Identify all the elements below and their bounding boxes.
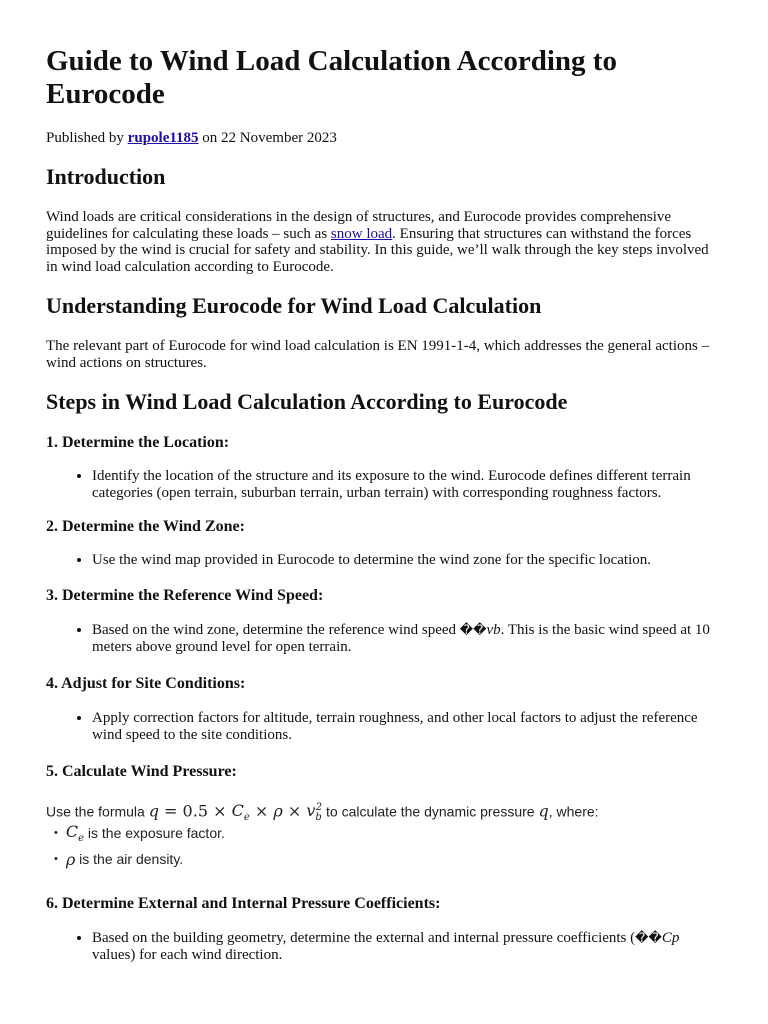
byline-prefix: Published by	[46, 130, 124, 146]
step-6-text-b: values) for each wind direction.	[92, 947, 283, 963]
step-3-bullet	[92, 622, 722, 656]
replacement-char: ��	[459, 623, 487, 638]
formula-bullet-2: is the air density.	[79, 851, 184, 867]
rho-symbol: ρ	[65, 849, 76, 869]
formula-bullet-ce	[46, 820, 722, 846]
step-1-bullet: • Identify the location of the structure and its exposure to the wind. Eurocode defines different terrain categories (open terrain, suburban terrain, urban terrain) with corresponding roughness factors.	[92, 468, 722, 502]
bullet-dot: •	[54, 853, 58, 865]
replacement-char: ��	[635, 931, 662, 946]
step-3-title: 3. Determine the Reference Wind Speed:	[46, 587, 324, 604]
bullet-dot: •	[54, 827, 58, 839]
step-1-title: 1. Determine the Location:	[46, 434, 230, 451]
q-variable: q	[538, 801, 549, 821]
step-3-text-a: Based on the wind zone, determine the reference wind speed	[92, 622, 460, 638]
step-4-list	[46, 710, 722, 744]
intro-text-1: Wind loads are critical considerations in the design of structures, and Eurocode provides comprehensive guidelines for calculating these loads – such as	[46, 209, 672, 242]
intro-paragraph	[46, 209, 722, 275]
cp-variable: Cp	[661, 930, 680, 946]
formula-prefix: Use the formula	[46, 803, 145, 820]
understanding-paragraph: The relevant part of Eurocode for wind load calculation is EN 1991-1-4, which addresses the general actions – wind actions on structures.	[46, 338, 710, 371]
formula-line: Use the formula $q = 0.5 \times C_e \times \rho \times v_b^2$ to calculate the dynamic pressure q, where:	[46, 801, 599, 824]
understanding-heading: Understanding Eurocode for Wind Load Calculation	[46, 293, 542, 318]
step-5-title: 5. Calculate Wind Pressure:	[46, 763, 237, 780]
step-2-bullet: • Use the wind map provided in Eurocode to determine the wind zone for the specific location.	[92, 552, 722, 569]
step-2-title: 2. Determine the Wind Zone:	[46, 518, 245, 535]
formula-block	[46, 796, 722, 872]
formula-suffix: to calculate the dynamic pressure	[326, 803, 535, 820]
steps-heading: Steps in Wind Load Calculation According to Eurocode	[46, 389, 568, 414]
ce-symbol: $C_e$	[65, 821, 85, 845]
byline	[46, 130, 722, 147]
step-1-list	[46, 468, 722, 502]
step-6-title: 6. Determine External and Internal Pressure Coefficients:	[46, 895, 441, 912]
step-2-list	[46, 552, 722, 569]
vb-variable: vb	[486, 622, 501, 638]
author-link[interactable]: rupole1185	[127, 130, 199, 146]
step-6-bullet	[92, 930, 722, 964]
formula-math: q	[148, 801, 159, 821]
formula-where: , where:	[548, 803, 599, 820]
formula-bullet-1: is the exposure factor.	[87, 825, 225, 841]
step-4-bullet: • Apply correction factors for altitude, terrain roughness, and other local factors to adjust the reference wind speed to the site conditions.	[92, 710, 722, 744]
step-4-title: 4. Adjust for Site Conditions:	[46, 675, 246, 692]
step-6-text-a: Based on the building geometry, determine the external and internal pressure coefficients (	[92, 930, 636, 946]
page-title: Guide to Wind Load Calculation According to Eurocode	[46, 45, 617, 110]
intro-heading: Introduction	[46, 164, 166, 189]
step-3-list	[46, 622, 722, 656]
byline-date: on 22 November 2023	[202, 130, 337, 146]
step-6-list	[46, 930, 722, 964]
intro-text-2: . Ensuring that structures can withstand the forces imposed by the wind is crucial for safety and stability. In this guide, we’ll walk through the key steps involved in wind load calculation according to Eurocode.	[46, 225, 709, 275]
snow-load-link[interactable]: snow load	[330, 225, 393, 242]
formula-bullet-rho	[46, 846, 722, 872]
step-3-text-b: . This is the basic wind speed at 10 meters above ground level for open terrain.	[92, 622, 710, 655]
